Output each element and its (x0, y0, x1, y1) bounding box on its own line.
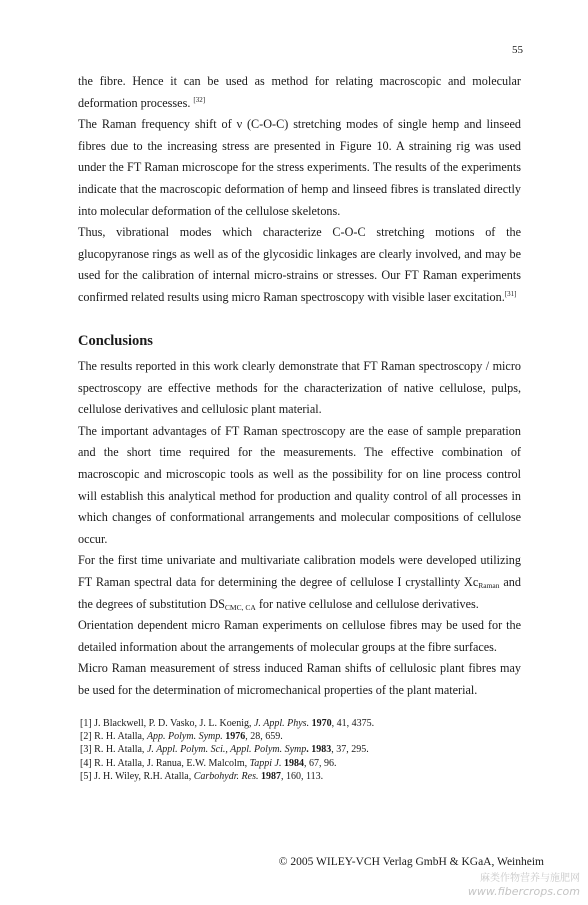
copyright-footer: © 2005 WILEY-VCH Verlag GmbH & KGaA, Weinheim (278, 856, 544, 868)
reference-item (80, 743, 520, 756)
reference-year: . 1983 (306, 744, 332, 756)
watermark-url: www.fibercrops.com (467, 885, 580, 898)
reference-year: 1976 (225, 731, 246, 743)
text-run: [3] R. H. Atalla, (80, 744, 147, 756)
journal-title: Tappi J. (249, 757, 282, 769)
paragraph (78, 222, 521, 308)
reference-item (80, 757, 520, 770)
reference-list (80, 717, 520, 783)
subscript: CMC, CA (224, 602, 256, 612)
watermark-site-name: 麻类作物营养与施肥网 (480, 873, 580, 884)
superscript-citation: [32] (193, 95, 206, 104)
reference-item (80, 717, 520, 730)
reference-item (80, 730, 520, 743)
reference-year: 1987 (260, 770, 281, 782)
paragraph (78, 71, 521, 114)
text-run: Orientation dependent micro Raman experiments on cellulose fibres may be used for the detailed information about the arrangements of molecular groups at the fibre surfaces. (78, 618, 521, 654)
text-run: , 67, 96. (303, 757, 337, 769)
text-run: , 37, 295. (331, 744, 369, 756)
reference-year: 1984 (283, 757, 304, 769)
text-run: The important advantages of FT Raman spectroscopy are the ease of sample preparation and the short time required for the measurements. The effective combination of macroscopic and microscopic tools as well as the possibility for on line process control will establish this analytical method for production and quality control of all processes in which changes of conformational arrangements and molecular compositions of cellulose occur. (78, 423, 521, 546)
text-run: , 41, 4375. (331, 718, 375, 729)
text-run: [5] J. H. Wiley, R.H. Atalla, (80, 770, 194, 782)
text-run: [4] R. H. Atalla, J. Ranua, E.W. Malcolm, (80, 757, 250, 769)
text-run: The Raman frequency shift of ν (C-O-C) stretching modes of single hemp and linseed fibres due to the increasing stress are presented in Figure 10. A straining rig was used under the FT Raman microscope for the stress experiments. The results of the experiments indicate that the macroscopic deformation of hemp and linseed fibres is translated directly into molecular deformation of the cellulose skeletons. (78, 117, 521, 218)
text-run: [1] J. Blackwell, P. D. Vasko, J. L. Koenig, (80, 718, 254, 729)
body-text-top (78, 71, 521, 309)
text-run: for native cellulose and cellulose derivatives. (255, 596, 479, 611)
paragraph (78, 615, 521, 658)
paragraph (78, 114, 521, 222)
journal-title: J. Appl. Polym. Sci., Appl. Polym. Symp (146, 744, 307, 756)
reference-year: 1970 (311, 718, 332, 729)
journal-title: J. Appl. Phys. (253, 718, 310, 729)
text-run: the fibre. Hence it can be used as method for relating macroscopic and molecular deformation processes. (78, 74, 521, 110)
text-run: For the first time univariate and multivariate calibration models were developed utilizing FT Raman spectral data for determining the degree of cellulose I crystallinty Xc (78, 553, 521, 589)
body-text-conclusions (78, 356, 521, 702)
paragraph (78, 658, 521, 701)
text-run: and the degrees of substitution DS (78, 574, 521, 611)
text-run: The results reported in this work clearly demonstrate that FT Raman spectroscopy / micro spectroscopy are effective methods for the characterization of native cellulose, pulps, cellulose derivatives and cellulosic plant material. (78, 359, 521, 417)
paragraph (78, 550, 521, 615)
journal-title: App. Polym. Symp. (146, 731, 223, 743)
paragraph (78, 421, 521, 551)
journal-title: Carbohydr. Res. (193, 770, 259, 782)
section-heading-conclusions: Conclusions (78, 333, 153, 349)
text-run: , 160, 113. (280, 770, 324, 782)
superscript-citation: [31] (504, 289, 517, 298)
reference-item (80, 770, 520, 783)
paragraph (78, 356, 521, 421)
page-number: 55 (512, 44, 523, 56)
text-run: [2] R. H. Atalla, (80, 731, 147, 743)
subscript: Raman (478, 580, 500, 590)
text-run: Thus, vibrational modes which characterize C-O-C stretching motions of the glucopyranose rings as well as of the glycosidic linkages are clearly involved, and may be used for the calibration of internal micro-strains or stresses. Our FT Raman experiments confirmed related results using micro Raman spectroscopy with visible laser excitation. (78, 225, 521, 304)
text-run: , 28, 659. (245, 731, 283, 743)
text-run: Micro Raman measurement of stress induced Raman shifts of cellulosic plant fibres may be used for the determination of micromechanical properties of the plant material. (78, 661, 521, 697)
